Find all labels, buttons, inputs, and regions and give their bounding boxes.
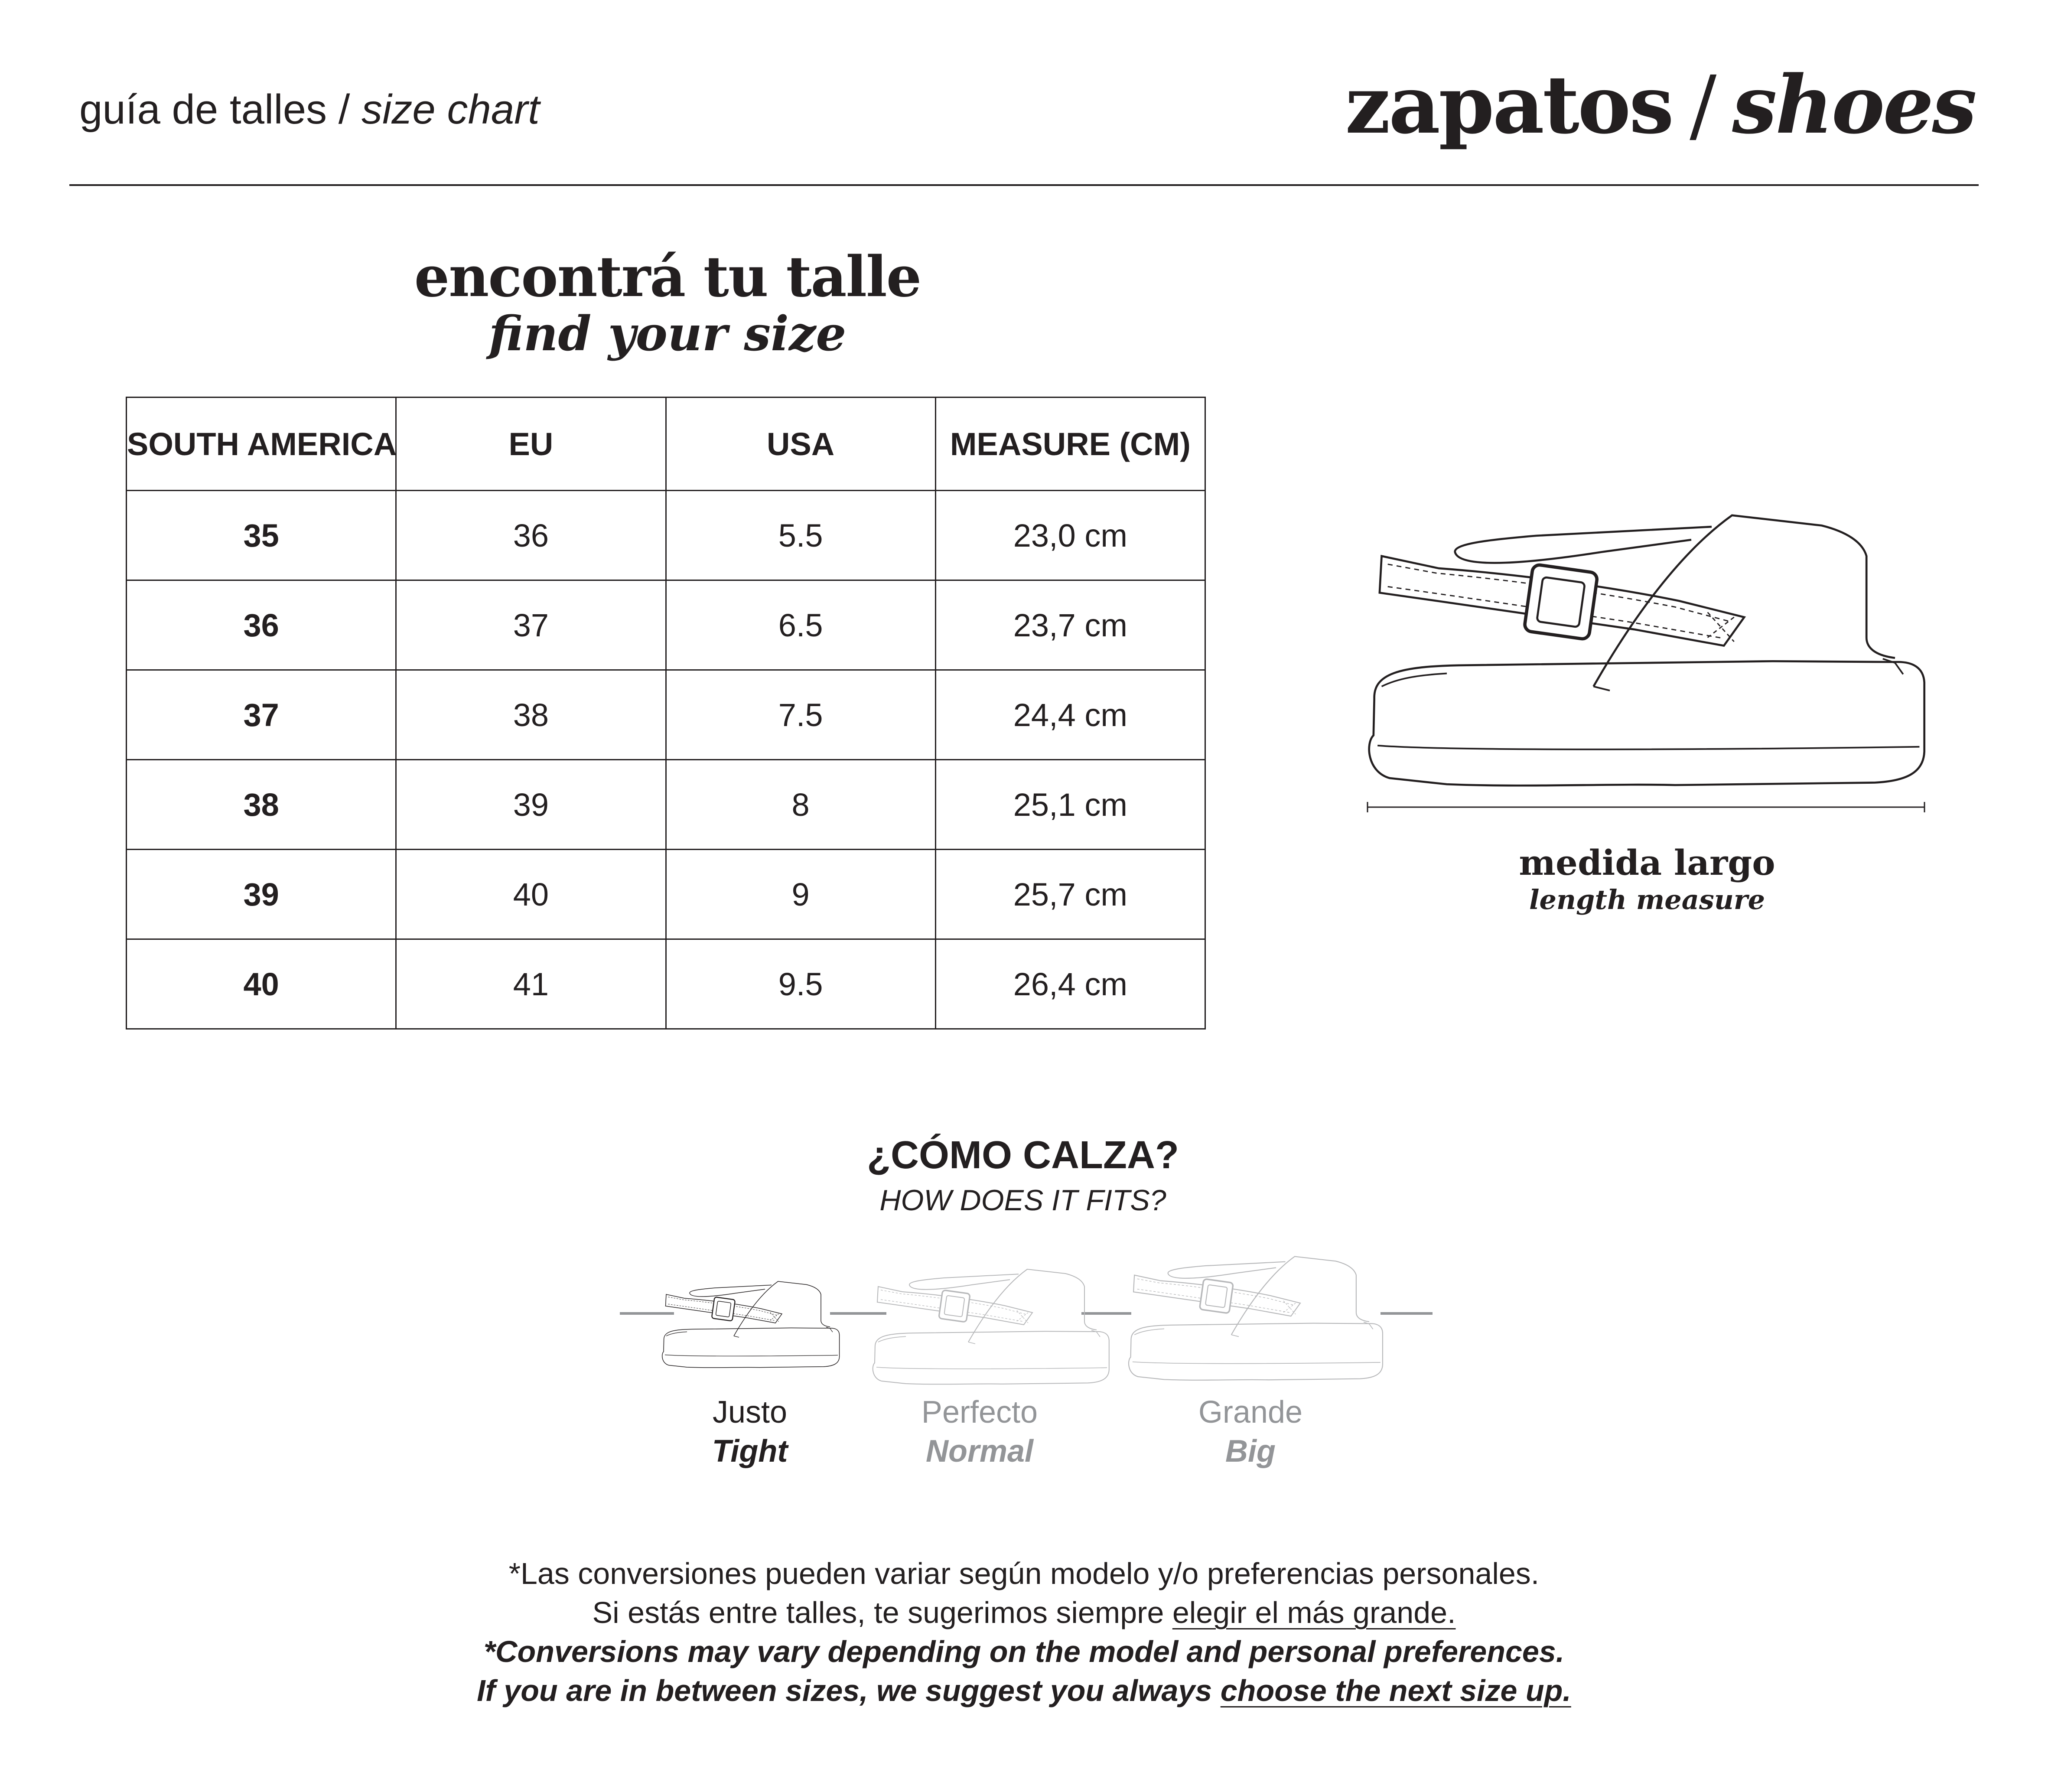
cell-measure: 25,7 cm: [935, 850, 1205, 939]
cell-eu: 38: [396, 670, 666, 760]
header-measure: MEASURE (CM): [935, 397, 1205, 491]
cell-usa: 7.5: [666, 670, 935, 760]
size-up-advice-en: choose the next size up.: [1220, 1674, 1571, 1707]
header-usa: USA: [666, 397, 935, 491]
table-row: [127, 939, 1205, 1029]
sandal-icon: [1369, 515, 1924, 785]
cell-measure: 23,7 cm: [935, 580, 1205, 670]
table-row: [127, 670, 1205, 760]
length-measure-line: [1368, 802, 1924, 812]
find-size-title-es: encontrá tu talle: [414, 244, 921, 310]
cell-south-america: 39: [127, 850, 396, 939]
cell-measure: 23,0 cm: [935, 491, 1205, 580]
find-size-title-en: find your size: [488, 306, 847, 362]
disclaimer-en-line1: *Conversions may vary depending on the model and personal preferences.: [483, 1635, 1565, 1668]
fit-scale: [615, 1240, 1439, 1387]
cell-eu: 41: [396, 939, 666, 1029]
cell-south-america: 38: [127, 760, 396, 850]
table-row: [127, 491, 1205, 580]
header-divider: [69, 184, 1979, 186]
cell-south-america: 37: [127, 670, 396, 760]
table-row: [127, 580, 1205, 670]
header-eu: EU: [396, 397, 666, 491]
cell-eu: 39: [396, 760, 666, 850]
size-table: [126, 397, 1206, 1030]
cell-south-america: 36: [127, 580, 396, 670]
fit-sandal-tight-icon: [662, 1281, 840, 1368]
disclaimer-es-line1: *Las conversiones pueden variar según modelo y/o preferencias personales.: [508, 1557, 1540, 1590]
size-guide-label: guía de talles / size chart: [79, 86, 540, 133]
fit-option-tight-en: Tight: [712, 1434, 788, 1469]
fit-option-normal-es: Perfecto: [921, 1395, 1038, 1430]
category-title: [1345, 58, 1975, 152]
size-up-advice-es: elegir el más grande.: [1172, 1596, 1456, 1629]
cell-measure: 25,1 cm: [935, 760, 1205, 850]
fit-option-tight-es: Justo: [712, 1395, 788, 1430]
cell-eu: 37: [396, 580, 666, 670]
fit-title-es: ¿CÓMO CALZA?: [867, 1134, 1179, 1177]
cell-eu: 40: [396, 850, 666, 939]
disclaimer-es-line2: Si estás entre talles, te sugerimos siempre elegir el más grande.: [592, 1596, 1456, 1629]
cell-usa: 9.5: [666, 939, 935, 1029]
table-row: [127, 760, 1205, 850]
fit-option-big-es: Grande: [1198, 1395, 1303, 1430]
cell-usa: 5.5: [666, 491, 935, 580]
category-title-separator: /: [1690, 59, 1715, 152]
length-measure-label-en: length measure: [1529, 884, 1765, 916]
category-title-es: zapatos: [1345, 58, 1673, 152]
fit-sandal-normal-icon: [873, 1269, 1109, 1384]
cell-eu: 36: [396, 491, 666, 580]
fit-sandal-big-icon: [1129, 1257, 1383, 1380]
sandal-length-illustration: [1365, 507, 1929, 819]
cell-measure: 26,4 cm: [935, 939, 1205, 1029]
fit-option-normal-en: Normal: [925, 1434, 1034, 1469]
cell-south-america: 35: [127, 491, 396, 580]
category-title-en: shoes: [1732, 58, 1975, 152]
disclaimer-en-line2: If you are in between sizes, we suggest you always choose the next size up.: [477, 1674, 1571, 1707]
table-row: [127, 850, 1205, 939]
cell-usa: 9: [666, 850, 935, 939]
fit-option-big-en: Big: [1225, 1434, 1276, 1469]
table-header-row: [127, 397, 1205, 491]
cell-usa: 6.5: [666, 580, 935, 670]
fit-title-en: HOW DOES IT FITS?: [879, 1184, 1166, 1217]
length-measure-label-es: medida largo: [1519, 842, 1775, 883]
cell-measure: 24,4 cm: [935, 670, 1205, 760]
header-south-america: SOUTH AMERICA: [127, 397, 396, 491]
cell-south-america: 40: [127, 939, 396, 1029]
cell-usa: 8: [666, 760, 935, 850]
